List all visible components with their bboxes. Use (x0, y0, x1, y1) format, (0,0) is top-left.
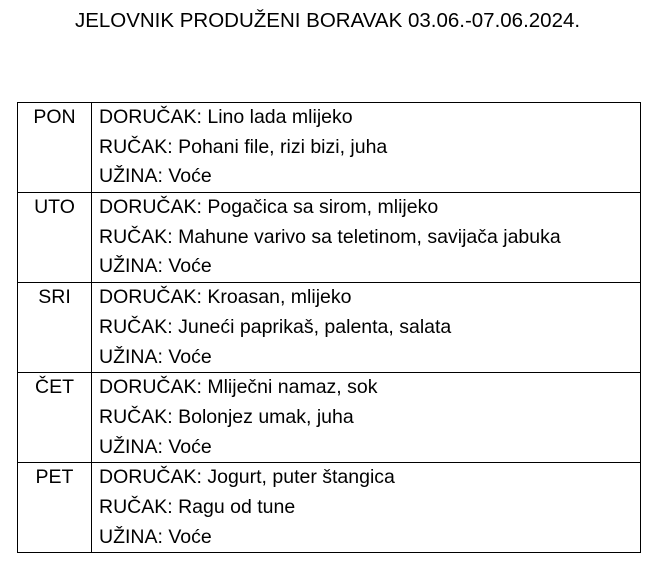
snack-item: UŽINA: Voće (99, 525, 212, 548)
menu-table (17, 102, 641, 553)
table-row (18, 193, 641, 283)
lunch-item: RUČAK: Ragu od tune (99, 495, 296, 518)
breakfast-item: DORUČAK: Kroasan, mlijeko (99, 286, 352, 309)
page-title: JELOVNIK PRODUŽENI BORAVAK 03.06.-07.06.2024. (74, 9, 581, 32)
table-row (18, 463, 641, 553)
snack-item: UŽINA: Voće (99, 165, 212, 188)
lunch-item: RUČAK: Juneći paprikaš, palenta, salata (99, 315, 452, 338)
day-cell: PET (18, 463, 92, 553)
day-cell: PON (18, 103, 92, 193)
table-row (18, 373, 641, 463)
breakfast-item: DORUČAK: Jogurt, puter štangica (99, 466, 395, 489)
meals-cell (92, 283, 641, 373)
breakfast-item: DORUČAK: Mliječni namaz, sok (99, 376, 378, 399)
meals-cell (92, 373, 641, 463)
meals-cell (92, 463, 641, 553)
meals-cell (92, 103, 641, 193)
lunch-item: RUČAK: Mahune varivo sa teletinom, savijača jabuka (99, 225, 561, 248)
day-cell: UTO (18, 193, 92, 283)
breakfast-item: DORUČAK: Pogačica sa sirom, mlijeko (99, 196, 439, 219)
day-cell: SRI (18, 283, 92, 373)
snack-item: UŽINA: Voće (99, 255, 212, 278)
lunch-item: RUČAK: Pohani file, rizi bizi, juha (99, 135, 388, 158)
table-row (18, 103, 641, 193)
snack-item: UŽINA: Voće (99, 345, 212, 368)
lunch-item: RUČAK: Bolonjez umak, juha (99, 405, 354, 428)
snack-item: UŽINA: Voće (99, 435, 212, 458)
table-row (18, 283, 641, 373)
meals-cell (92, 193, 641, 283)
day-cell: ČET (18, 373, 92, 463)
breakfast-item: DORUČAK: Lino lada mlijeko (99, 106, 353, 128)
